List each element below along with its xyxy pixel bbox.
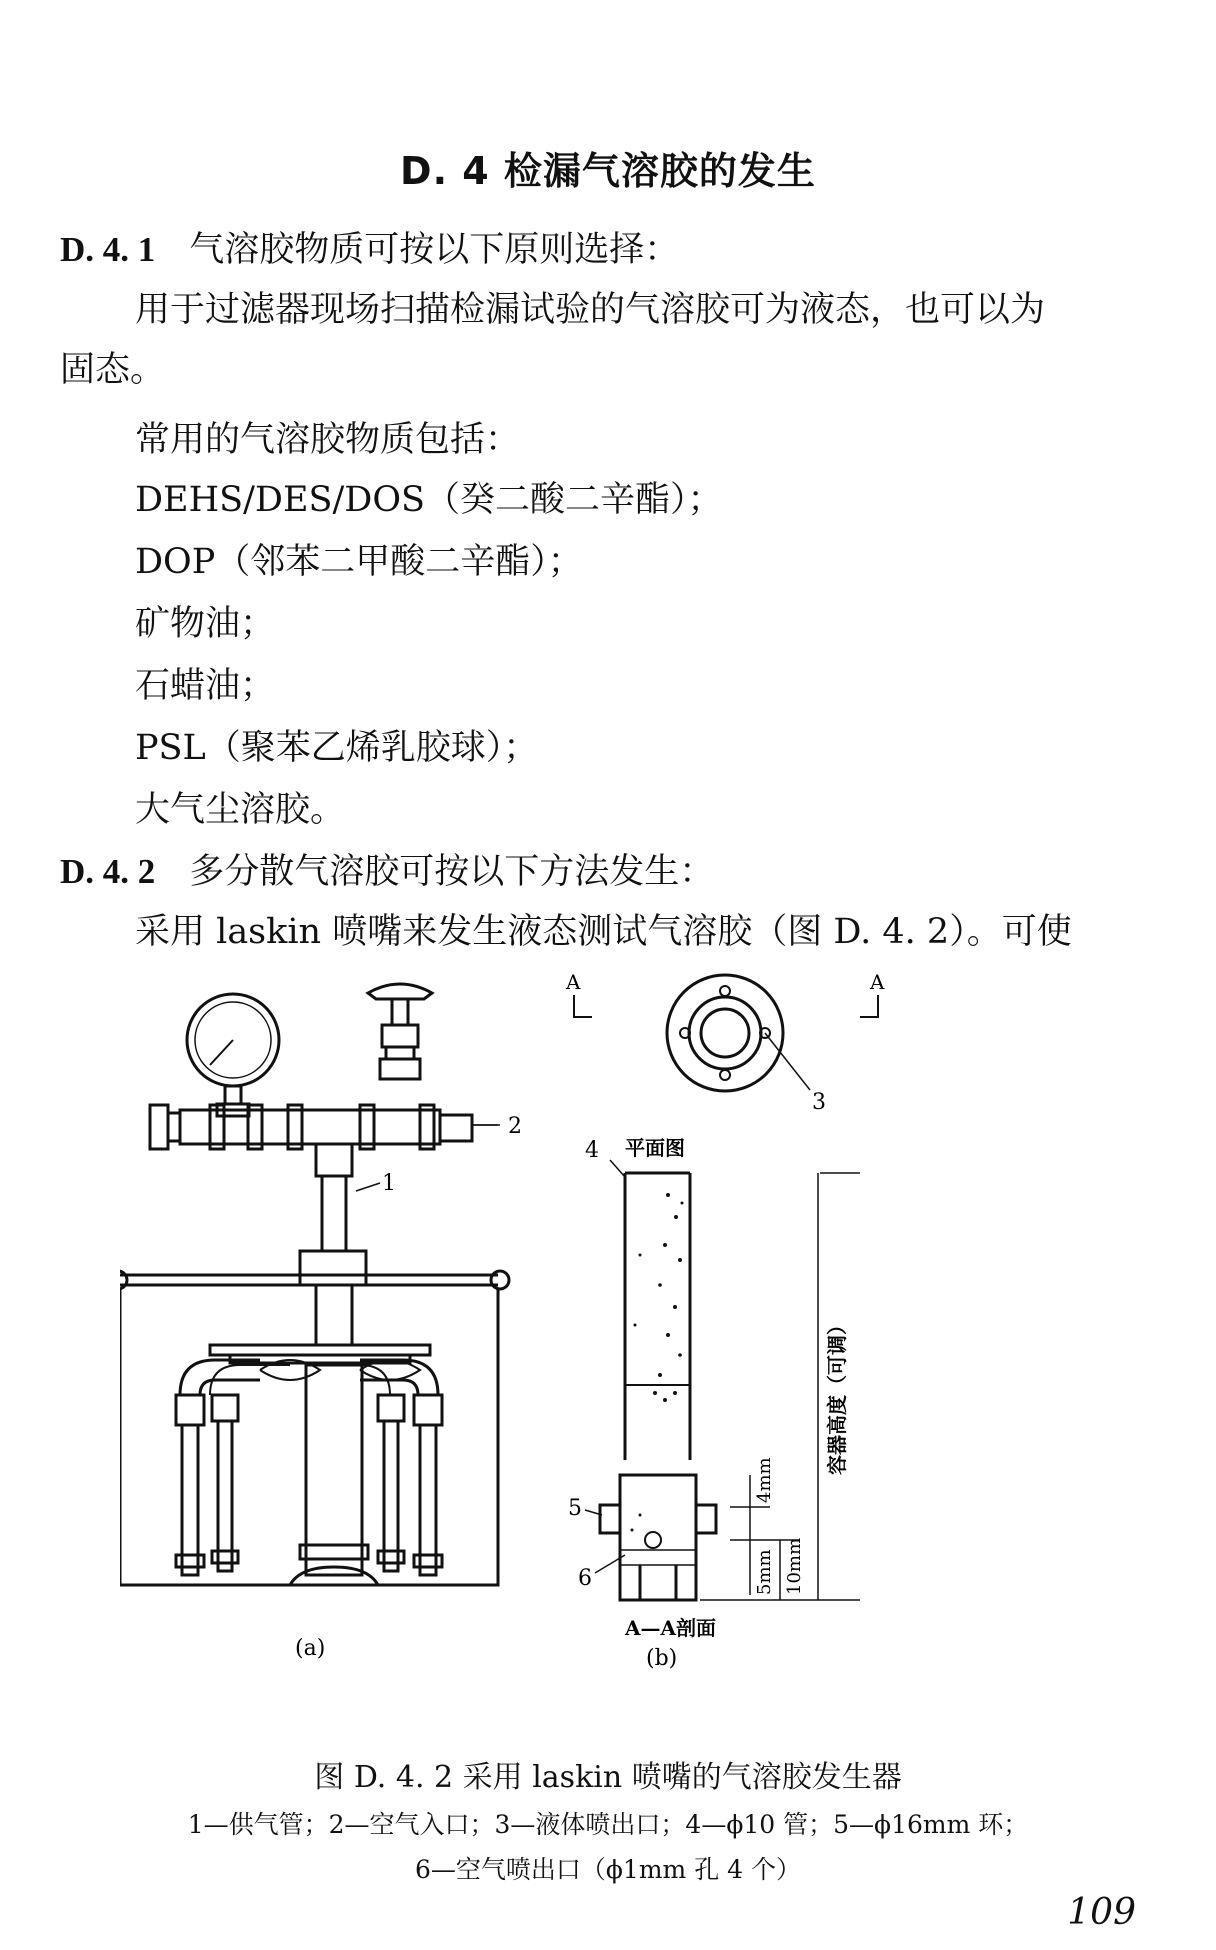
list-item: DEHS/DES/DOS（癸二酸二辛酯）； xyxy=(135,480,723,520)
list-item: 矿物油； xyxy=(135,604,276,644)
callout-6: 6 xyxy=(578,1566,592,1591)
list-item: PSL（聚苯乙烯乳胶球）； xyxy=(135,728,539,768)
dim-5mm: 5mm xyxy=(754,1549,775,1595)
container-height-label: 容器高度（可调） xyxy=(825,1315,849,1475)
callout-4: 4 xyxy=(585,1138,599,1163)
clause-number: D. 4. 1 xyxy=(60,230,156,269)
subfigure-a-label: (a) xyxy=(295,1636,326,1661)
section-title: D. 4 检漏气溶胶的发生 xyxy=(400,149,816,193)
figure-legend-line: 6—空气喷出口（ϕ1mm 孔 4 个） xyxy=(414,1855,801,1884)
clause-text: 多分散气溶胶可按以下方法发生： xyxy=(189,852,715,892)
callout-1: 1 xyxy=(382,1171,396,1196)
paragraph-line: 固态。 xyxy=(60,350,166,390)
section-mark-right: A xyxy=(870,970,885,994)
dim-4mm: 4mm xyxy=(754,1457,775,1503)
callout-5: 5 xyxy=(568,1496,582,1521)
clause-d41 xyxy=(60,228,679,272)
list-item: 石蜡油； xyxy=(135,666,276,706)
laskin-nozzle-figure xyxy=(120,955,1100,1735)
plan-view-label: 平面图 xyxy=(625,1136,685,1160)
section-mark-left: A xyxy=(566,970,581,994)
figure-caption: 图 D. 4. 2 采用 laskin 喷嘴的气溶胶发生器 xyxy=(314,1760,902,1795)
paragraph-line: 采用 laskin 喷嘴来发生液态测试气溶胶（图 D. 4. 2）。可使 xyxy=(135,912,1072,952)
clause-text: 气溶胶物质可按以下原则选择： xyxy=(189,230,680,270)
section-view-label: A—A剖面 xyxy=(625,1616,717,1640)
list-item: 大气尘溶胶。 xyxy=(135,790,346,830)
callout-2: 2 xyxy=(508,1114,522,1139)
clause-d42 xyxy=(60,850,714,894)
subfigure-b-label: (b) xyxy=(646,1646,678,1671)
figure-legend-line: 1—供气管；2—空气入口；3—液体喷出口；4—ϕ10 管；5—ϕ16mm 环； xyxy=(187,1810,1029,1839)
page-number: 109 xyxy=(1067,1892,1136,1933)
list-item: DOP（邻苯二甲酸二辛酯）； xyxy=(135,542,583,582)
clause-number: D. 4. 2 xyxy=(60,852,156,891)
paragraph-line: 常用的气溶胶物质包括： xyxy=(135,420,521,460)
callout-3: 3 xyxy=(812,1090,826,1115)
paragraph-line: 用于过滤器现场扫描检漏试验的气溶胶可为液态，也可以为 xyxy=(135,290,1046,330)
valve-handle-icon xyxy=(368,984,432,999)
dim-10mm: 10mm xyxy=(784,1537,805,1595)
